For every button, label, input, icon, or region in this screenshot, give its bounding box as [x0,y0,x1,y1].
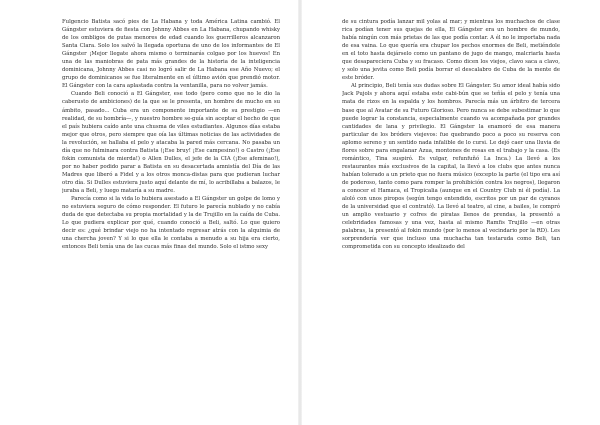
paragraph: Fulgencio Batista sacó pies de La Habana y toda América Latina cambió. El Gángster estuviera de fiesta con Johnny Abbes en La Habana, chupando whisky de los ombligos de putas menores de edad cuando los guerrilleros alcanzaron Santa Clara. Solo los salvó la llegada oportuna de uno de los informantes de El Gángster ¡Mejor llegate ahora mismo o terminarás colgao por los huevos! En una de las maniobras de pata más grandes de la historia de la inteligencia dominicana, Johnny Abbes casi no logró salir de La Habana ese Año Nuevo; el grupo de dominicanos se fue literalmente en el último avión que prendió motor. El Gángster con la cara aplastada contra la ventanilla, para no volver jamás. [62,19,280,90]
paragraph: de su cintura podía lanzar mil yolas al mar; y mientras los muchachos de clase rica podían tener sus quejas de ella, El Gángster era un hombre de mundo, había ningún con más prietas de las que podía contar. A él no le importaba nada de esa vaina. Lo que quería era chupar los pechos enormes de Beli, metiéndole en el toto hasta dejárselo como un pantano de jugo de mango, malcriarla hasta que desapareciera Cuba y su fracaso. Como dicen los viejos, clavo saca a clavo, y solo una jevita como Beli podía borrar el descalabro de Cuba de la mente de este bróder. [342,19,560,82]
paragraph: Cuando Beli conoció a El Gángster, ese todo (pero como que no le dio la caberusto de ambiciones) de la que se le presenta, un hombre de mucho en su ámbito, pasado... Cuba era un componente importante de su prestigio —en realidad, de su hombría—, y nuestro hombre se-guía sin aceptar el hecho de que el país hubiera caído ante una chusma de viles estudiantes. Algunos días estaba mejor que otros, pero siempre que oía las últimas noticias de las actividades de la revolución, se hallaba el pelo y atacaba la pared más cercana. No pasaba un día que no fulminara contra Batista (¡Ese bruy! ¡Ese campesino!) o Castro (¡Ese fokin comunista de mierda!) o Allen Dulles, el jefe de la CIA (¡Ese afeminao!), por no haber podido parar a Batista en su desacertada amnistía del Día de las Madres que liberó a Fidel y a los otros monca-distas para que pudieran luchar otro día. Si Dulles estuviera justo aquí delante de mí, lo acribillaba a balazos, le juraba a Beli, y luego mataría a su madre. [62,91,280,194]
left-page [62,18,280,418]
paragraph: Al principio, Beli tenía sus dudas sobre El Gángster. Su amor ideal había sido Jack Pujols y ahora aquí estaba este cabi-bún que se teñía el pelo y tenía una mata de rizos en la espalda y los hombros. Parecía más un árbitro de tercera base que al Avatar de su Futuro Glorioso. Pero nunca se debe subestimar lo que puede lograr la constancia, especialmente cuando va acompañada por grandes cantidades de lana y privilegio. El Gángster la enamoró de esa manera particular de los bróders viejevos: fue quebrando poco a poco su reserva con aplomo sereno y un sentido nada infalible de lo cursi. Le dejó caer una lluvia de flores sobre para engalanar Azua, montones de rosas en el trabajo y la casa. (Es romántico, Tina suspiró. Es vulgar, refunfuñó La Inca.) La llevó a los restaurantes más exclusivos de la capital, la llevó a los clubs que antes nunca habían tolerado a un prieto que no fuera músico (excepto la parte (el tipo era así de poderoso, tanto como para romper la prohibición contra los negros), llegaron a conocer el Hamaca, el Tropicalia (aunque en el Country Club ni él podía). La aloló con unos piropos (según tengo entendido, escritos por un par de cyranos de la universidad que el contrató). La llevó al teatro, al cine, a bailes, le compró un amplio vestuario y cofres de piratas llenos de prendas, la presentó a celebridades famosas y una vez, hasta al mismo Ramfis Trujillo —en otras palabras, la presentó al fokin mundo (por lo menos al vecindario por la RD). Les sorprendería ver que incluso una muchacha tan testaruda como Beli, tan comprometida con su concepto idealizado del [342,83,560,251]
paragraph: Parecía como si la vida lo hubiera asestado a El Gángster un golpe de lomo y no estuviera seguro de cómo responder. El futuro le parecía nublado y no cabía duda de que detectaba su propia mortalidad y la de Trujillo en la caída de Cuba. Lo que pudiera explicar por qué, cuando conoció a Beli, saltó. Lo que quiero decir es: ¿qué brindar viejo no ha intentado regresar atrás con la alquimia de una chercha joven? Y si lo que ella le contaba a menudo a su hija era cierto, entonces Beli tenía una de las cucas más finas del mundo. Solo el istmo sexy [62,196,280,251]
right-page [342,18,560,418]
book-gutter [298,0,302,425]
